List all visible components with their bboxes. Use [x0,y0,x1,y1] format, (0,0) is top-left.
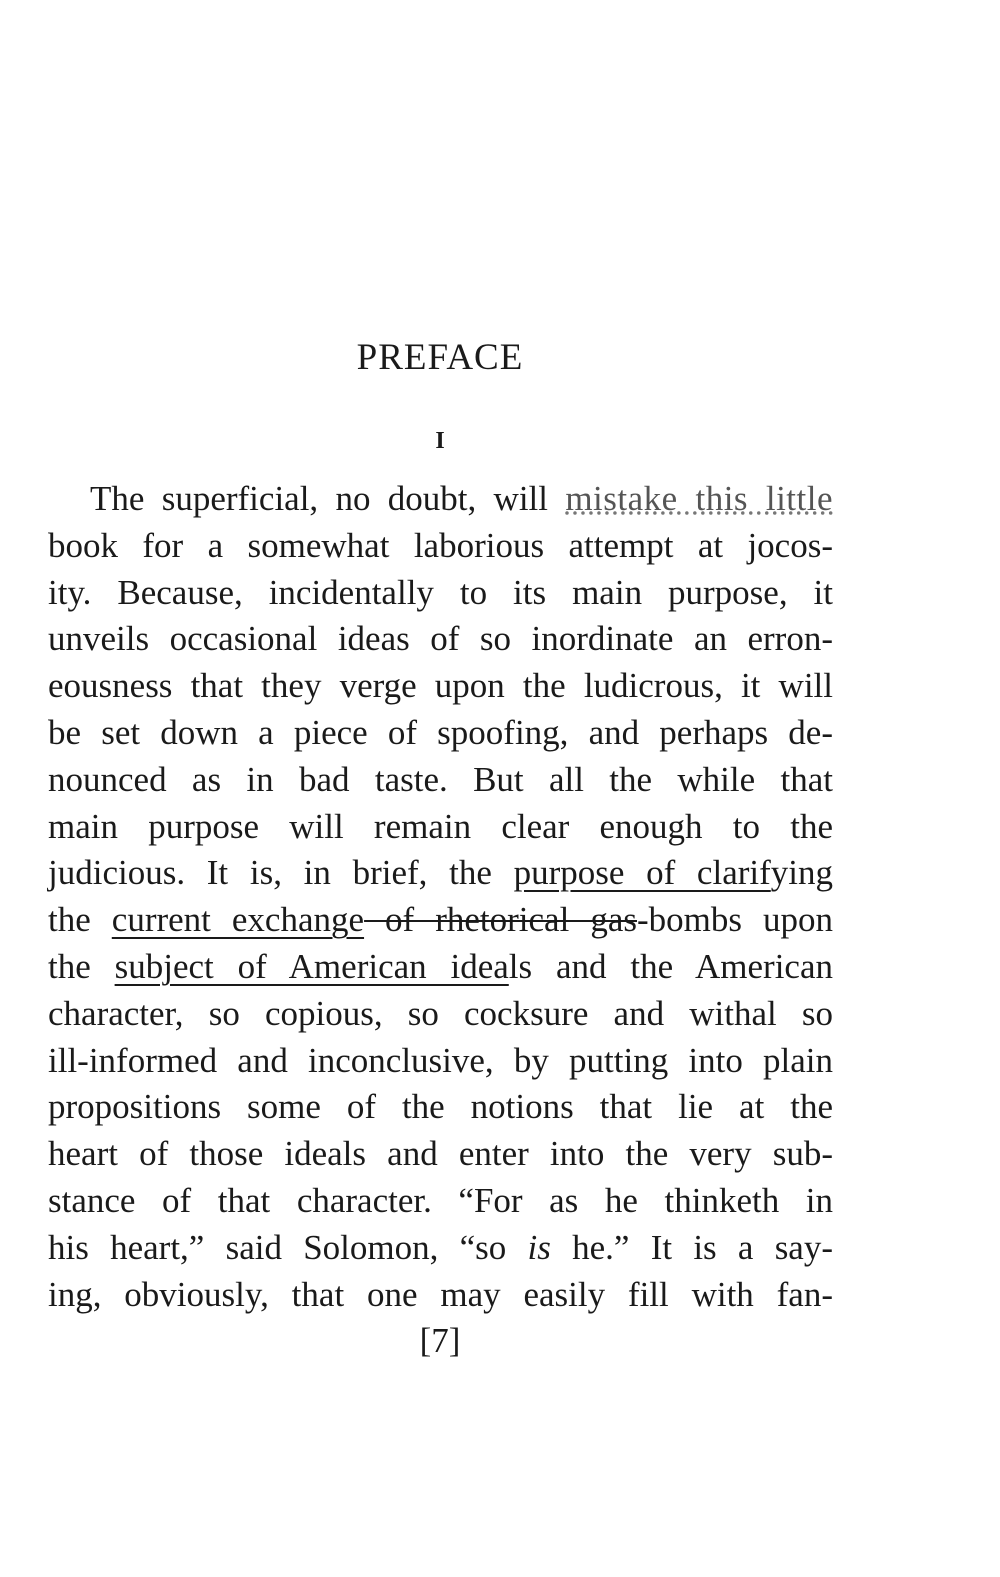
page-number: [7] [419,1321,461,1360]
text-line: book for a somewhat laborious attempt at jocos- [48,525,833,565]
text-line [48,476,833,523]
text-run: the [48,900,112,940]
blotted-text: mistake this little [565,479,834,518]
text-run: his heart,” said Solomon, “so [48,1227,528,1267]
text-line [48,850,833,897]
text-run: he.” It is a say- [550,1227,833,1267]
text-line: character, so copious, so cocksure and withal so [48,993,833,1033]
text-line: heart of those ideals and enter into the very sub- [48,1134,833,1174]
text-run: the [48,946,115,986]
text-run: -bombs upon [636,900,833,940]
text-line: ity. Because, incidentally to its main purpose, it [48,572,833,612]
underlined-text: subject of American idea [114,946,509,986]
text-line: stance of that character. “For as he thinketh in [48,1180,833,1220]
text-line: propositions some of the notions that lie at the [48,1087,833,1127]
underlined-text: purpose of clarif [513,853,771,893]
text-line [48,897,833,944]
text-line: ing, obviously, that one may easily fill with fan- [48,1274,833,1314]
text-line [48,1225,833,1272]
preface-paragraph [48,476,833,1318]
text-line [48,944,833,991]
text-line: ill-informed and inconclusive, by putting into plain [48,1040,833,1080]
text-run: ying [770,853,833,893]
struck-text: of rhetorical gas [364,900,637,940]
page-heading: PREFACE [356,337,524,378]
text-line: eousness that they verge upon the ludicrous, it will [48,666,833,706]
text-line: unveils occasional ideas of so inordinate an erron- [48,619,833,659]
italic-text: is [527,1227,551,1267]
text-run: ls and the American [508,946,833,986]
text-run: judicious. It is, in brief, the [48,853,514,893]
section-number: I [435,428,445,454]
text-line: main purpose will remain clear enough to the [48,806,833,846]
text-line: be set down a piece of spoofing, and perhaps de- [48,712,833,752]
text-run: The superficial, no doubt, will [90,479,566,518]
text-line: nounced as in bad taste. But all the while that [48,759,833,799]
underlined-text: current exchange [111,900,365,940]
